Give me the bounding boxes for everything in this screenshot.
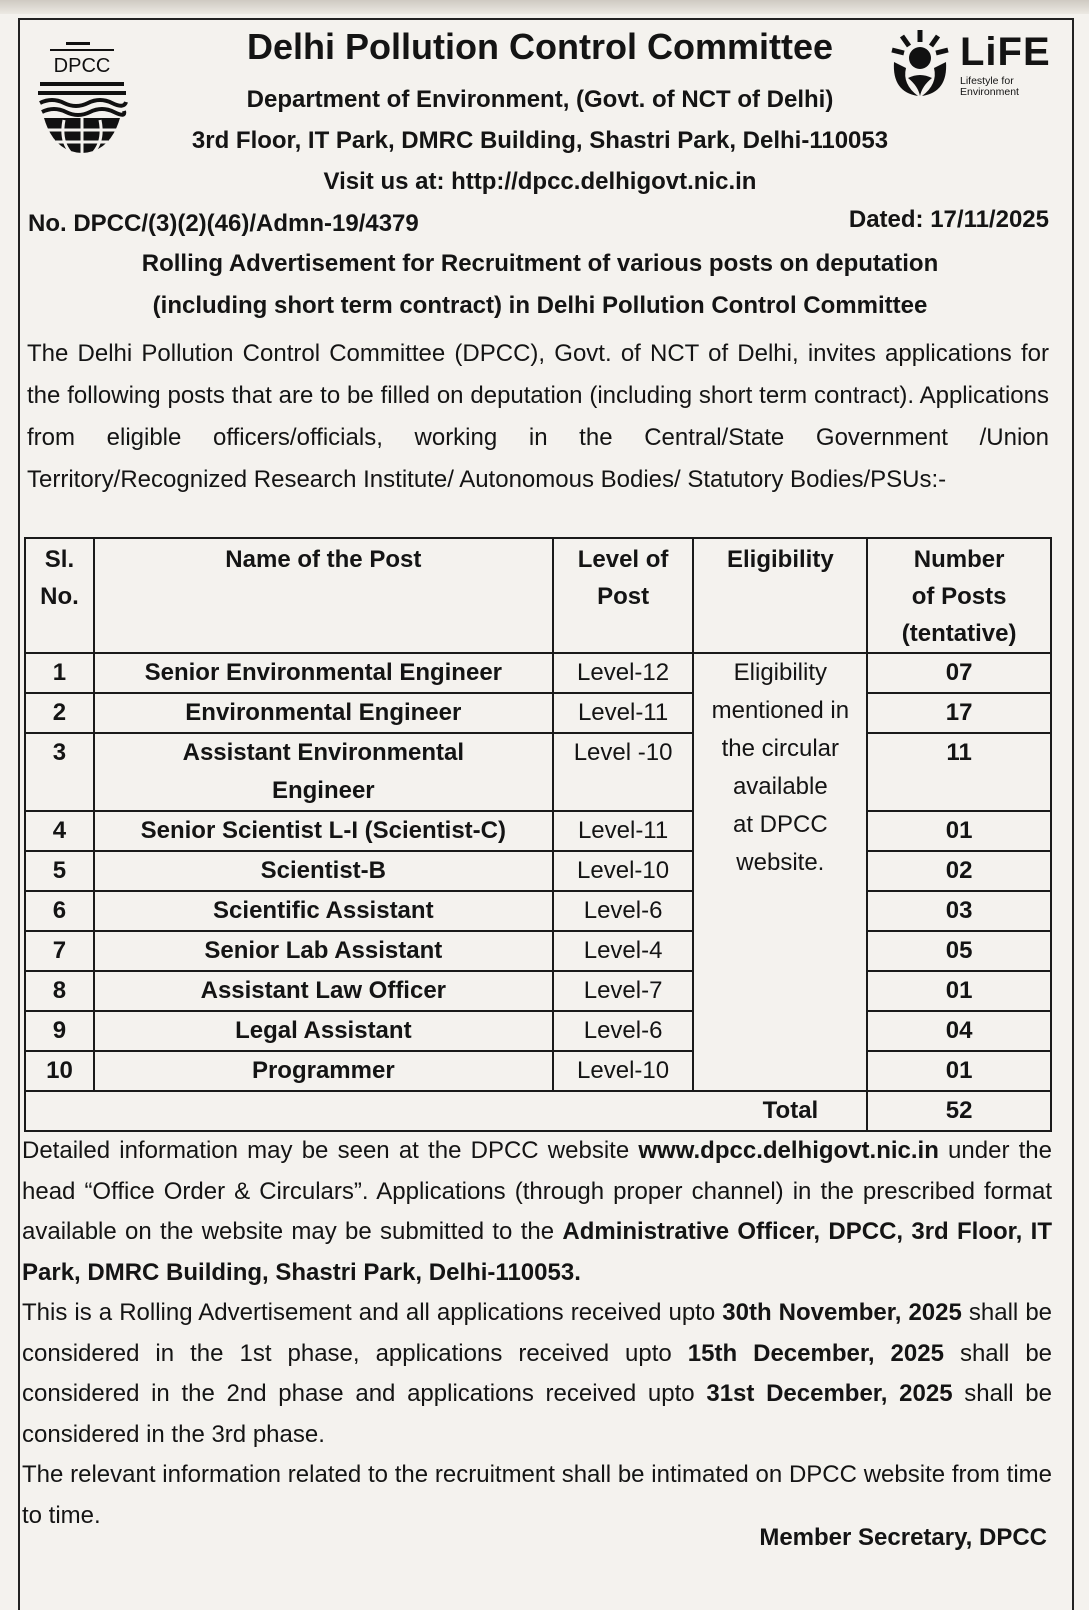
table-row: 6 Scientific Assistant Level-6 03	[25, 891, 1051, 931]
submission-address: Administrative Officer, DPCC, 3rd Floor, IT Park, DMRC Building, Shastri Park, Delhi-110053.	[22, 1218, 1052, 1286]
dpcc-logo-icon	[36, 40, 128, 155]
total-label: Total	[25, 1091, 867, 1131]
table-row: 10 Programmer Level-10 01	[25, 1051, 1051, 1091]
table-row: 7 Senior Lab Assistant Level-4 05	[25, 931, 1051, 971]
date: Dated: 17/11/2025	[848, 206, 1049, 233]
org-title: Delhi Pollution Control Committee	[247, 26, 833, 67]
footer-paragraph-2: This is a Rolling Advertisement and all applications received upto 30th November, 2025 shall be considered in the 1st phase, applications received upto 15th December, 2025 shall be considered in the 2nd phase and applications received upto 31st December, 2025 shall be considered in the 3rd phase.	[22, 1299, 1053, 1448]
department-line: Department of Environment, (Govt. of NCT of Delhi)	[246, 86, 834, 113]
header-num-posts: Number of Posts (tentative)	[867, 538, 1051, 653]
subject-line-2: (including short term contract) in Delhi Pollution Control Committee	[152, 292, 928, 319]
table-row: 2 Environmental Engineer Level-11 17	[25, 693, 1051, 733]
posts-table	[24, 537, 1052, 1132]
address-line: 3rd Floor, IT Park, DMRC Building, Shastri Park, Delhi-110053	[191, 127, 889, 154]
reference-number: No. DPCC/(3)(2)(46)/Admn-19/4379	[28, 210, 419, 237]
life-logo-word: LiFE	[960, 30, 1051, 74]
website-link[interactable]: www.dpcc.delhigovt.nic.in	[638, 1137, 939, 1164]
eligibility-cell: Eligibility mentioned in the circular available at DPCC website.	[693, 653, 867, 1091]
header-sl-no: Sl. No.	[25, 538, 94, 653]
signatory: Member Secretary, DPCC	[759, 1524, 1047, 1551]
header-eligibility: Eligibility	[693, 538, 867, 653]
table-total-row	[25, 1091, 1051, 1131]
footer-paragraph-1: Detailed information may be seen at the DPCC website www.dpcc.delhigovt.nic.in under the head “Office Order & Circulars”. Applications (through proper channel) in the prescribed format available on the website may be submitted to the Administrative Officer, DPCC, 3rd Floor, IT Park, DMRC Building, Shastri Park, Delhi-110053.	[22, 1137, 1052, 1286]
header-level: Level of Post	[553, 538, 694, 653]
svg-text:DPCC: DPCC	[53, 55, 111, 77]
table-row: 9 Legal Assistant Level-6 04	[25, 1011, 1051, 1051]
website-line: Visit us at: http://dpcc.delhigovt.nic.in	[323, 168, 757, 195]
table-header-row	[25, 538, 1051, 653]
table-row: 3 Assistant Environmental Engineer Level -10 11	[25, 733, 1051, 811]
table-row: 8 Assistant Law Officer Level-7 01	[25, 971, 1051, 1011]
footer-text	[22, 1131, 1052, 1536]
total-value: 52	[867, 1091, 1051, 1131]
page-top-edge	[0, 0, 1089, 14]
table-row: 4 Senior Scientist L-I (Scientist-C) Level-11 01	[25, 811, 1051, 851]
table-row: 1 Senior Environmental Engineer Level-12 Eligibility mentioned in the circular available at DPCC website. 07	[25, 653, 1051, 693]
header-post-name: Name of the Post	[94, 538, 553, 653]
table-row: 5 Scientist-B Level-10 02	[25, 851, 1051, 891]
life-logo-tagline: Lifestyle for Environment	[960, 75, 1019, 98]
intro-paragraph: The Delhi Pollution Control Committee (DPCC), Govt. of NCT of Delhi, invites applications for the following posts that are to be filled on deputation (including short term contract). Applications from eligible officers/officials, working in the Central/State Government /Union Territory/Recognized Research Institute/ Autonomous Bodies/ Statutory Bodies/PSUs:-	[27, 340, 1049, 493]
footer-paragraph-3: The relevant information related to the recruitment shall be intimated on DPCC website from time to time.	[22, 1461, 1052, 1529]
subject-line-1: Rolling Advertisement for Recruitment of various posts on deputation	[141, 250, 939, 277]
